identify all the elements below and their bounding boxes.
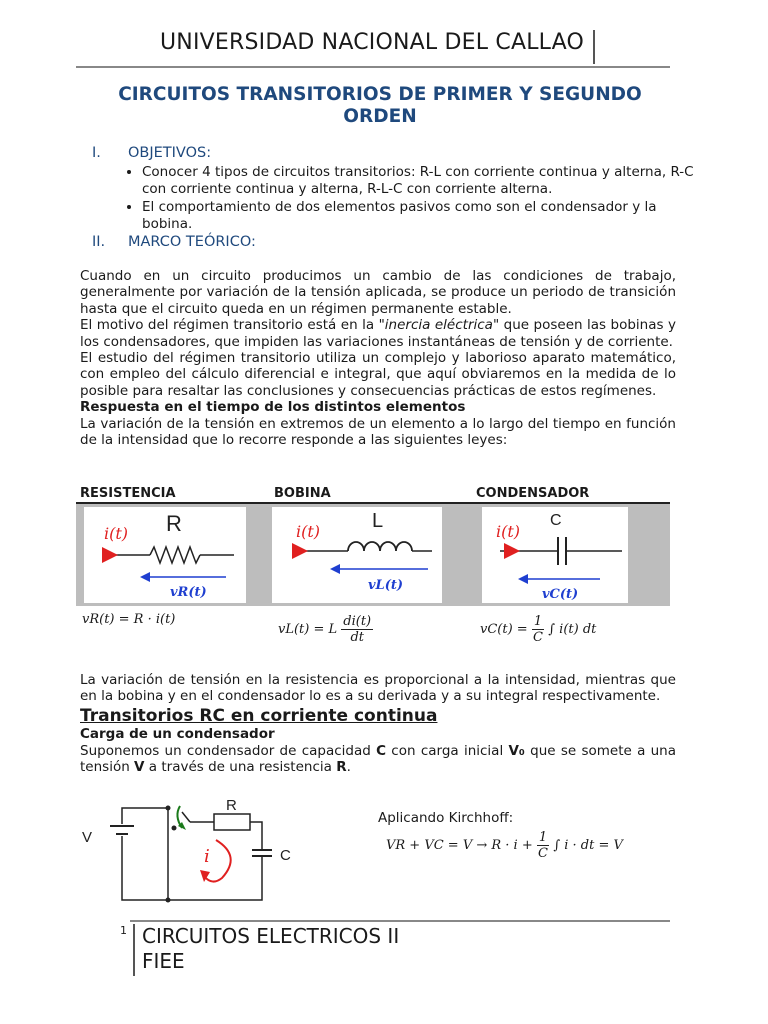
section-number: I. <box>92 145 101 161</box>
capacitor-label: C <box>280 847 291 864</box>
formula-fraction <box>532 614 544 645</box>
title-line-2: ORDEN <box>343 106 417 127</box>
section-title: MARCO TEÓRICO: <box>128 234 256 250</box>
component-label: L <box>372 510 384 532</box>
fraction-denominator: dt <box>350 630 364 645</box>
text-span: a través de una resistencia <box>144 759 337 776</box>
text-span: " que poseen las bobinas y los condensadores, que impiden las variaciones instantáneas de tensión y de corriente. <box>80 317 677 350</box>
text-span: que se somete a una tensión <box>80 743 677 776</box>
equation-lhs: VR + VC = V → R · i + <box>386 838 533 853</box>
bold-term: V <box>134 759 145 776</box>
page-number: 1 <box>120 924 127 937</box>
component-label: C <box>550 512 562 529</box>
text-span: Suponemos un condensador de capacidad <box>80 743 377 759</box>
list-item: • El comportamiento de dos elementos pasivos como son el condensador y la bobina. <box>142 199 702 233</box>
text-span: El motivo del régimen transitorio está en la " <box>80 317 385 334</box>
header-title: UNIVERSIDAD NACIONAL DEL CALLAO <box>160 30 585 55</box>
section-objectives-heading <box>92 145 211 161</box>
after-table-paragraph: La variación de tensión en la resistencia es proporcional a la intensidad, mientras que en la bobina y en el condensador lo es a su derivada y a su integral respectivamente. <box>80 672 676 705</box>
kirchhoff-label: Aplicando Kirchhoff: <box>378 810 514 826</box>
header-divider <box>593 30 595 64</box>
footer-line-1: CIRCUITOS ELECTRICOS II <box>142 924 400 948</box>
subheading: Respuesta en el tiempo de los distintos elementos <box>80 399 466 416</box>
section-number: II. <box>92 234 106 250</box>
header-condensador: CONDENSADOR <box>476 486 590 501</box>
rc-paragraph <box>80 743 676 776</box>
component-label: R <box>166 511 182 536</box>
formula-lhs: vC(t) = <box>480 622 528 637</box>
footer-divider <box>133 924 135 976</box>
capacitor-formula <box>480 614 596 645</box>
theory-body <box>80 268 676 448</box>
fraction-numerator: di(t) <box>343 614 372 629</box>
rc-heading: Transitorios RC en corriente continua <box>80 706 438 726</box>
header-rule <box>76 66 670 68</box>
bold-term: C <box>376 743 387 759</box>
paragraph: La variación de la tensión en extremos de un elemento a lo largo del tiempo en función de la intensidad que lo recorre responde a las siguientes leyes: <box>80 415 676 449</box>
fraction-numerator: 1 <box>533 614 543 629</box>
voltage-label: vL(t) <box>368 578 404 593</box>
current-label: i(t) <box>296 522 321 541</box>
current-label: i(t) <box>496 522 521 541</box>
source-label: V <box>82 829 93 846</box>
inductor-formula <box>278 614 373 645</box>
paragraph: Cuando en un circuito producimos un cambio de las condiciones de trabajo, generalmente por variación de la tensión aplicada, se produce un periodo de transición hasta que el circuito queda en un régimen permanente estable. <box>80 268 676 317</box>
text-span: . <box>346 759 351 776</box>
voltage-label: vR(t) <box>170 585 207 600</box>
bold-term: V₀ <box>508 743 525 759</box>
footer-text <box>142 924 399 974</box>
objectives-list <box>120 164 702 234</box>
text-span: con carga inicial <box>386 743 509 759</box>
resistor-formula: vR(t) = R · i(t) <box>82 612 176 627</box>
current-label: i(t) <box>104 524 129 543</box>
paragraph: El estudio del régimen transitorio utiliza un complejo y laborioso aparato matemático, con empleo del cálculo diferencial e integral, que aquí obviaremos en la medida de lo posible para resaltar las conclusiones y consecuencias prácticas de estos regímenes. <box>80 350 676 399</box>
document-title <box>80 84 680 128</box>
capacitor-diagram <box>482 507 628 603</box>
footer-line-2: FIEE <box>142 949 185 973</box>
element-table-headers <box>76 486 670 504</box>
formula-lhs: vL(t) = L <box>278 622 338 637</box>
fraction-denominator: C <box>532 630 543 645</box>
header-bobina: BOBINA <box>274 486 331 501</box>
paragraph <box>80 317 676 350</box>
formula-fraction <box>341 614 373 645</box>
voltage-label: vC(t) <box>542 587 579 602</box>
rc-subheading: Carga de un condensador <box>80 726 275 742</box>
section-title: OBJETIVOS: <box>128 145 212 161</box>
header-resistencia: RESISTENCIA <box>80 486 176 501</box>
equation-fraction <box>537 830 549 861</box>
inductor-diagram <box>272 507 442 603</box>
resistor-label: R <box>226 797 237 814</box>
current-label: i <box>204 846 210 867</box>
section-theory-heading <box>92 234 256 250</box>
fraction-numerator: 1 <box>538 830 548 845</box>
resistor-diagram <box>84 507 246 603</box>
fraction-denominator: C <box>538 846 548 861</box>
italic-term: inercia eléctrica <box>384 317 493 334</box>
kirchhoff-equation <box>386 830 623 861</box>
rc-circuit-diagram <box>78 794 308 904</box>
list-item: • Conocer 4 tipos de circuitos transitorios: R-L con corriente continua y alterna, R-C con corriente continua y alterna, R-L-C con corriente alterna. <box>142 164 702 198</box>
title-line-1: CIRCUITOS TRANSITORIOS DE PRIMER Y SEGUNDO <box>118 84 642 105</box>
equation-rhs: ∫ i · dt = V <box>553 838 623 853</box>
formula-rhs: ∫ i(t) dt <box>548 622 597 637</box>
footer-rule <box>130 920 670 922</box>
bold-term: R <box>336 759 347 776</box>
